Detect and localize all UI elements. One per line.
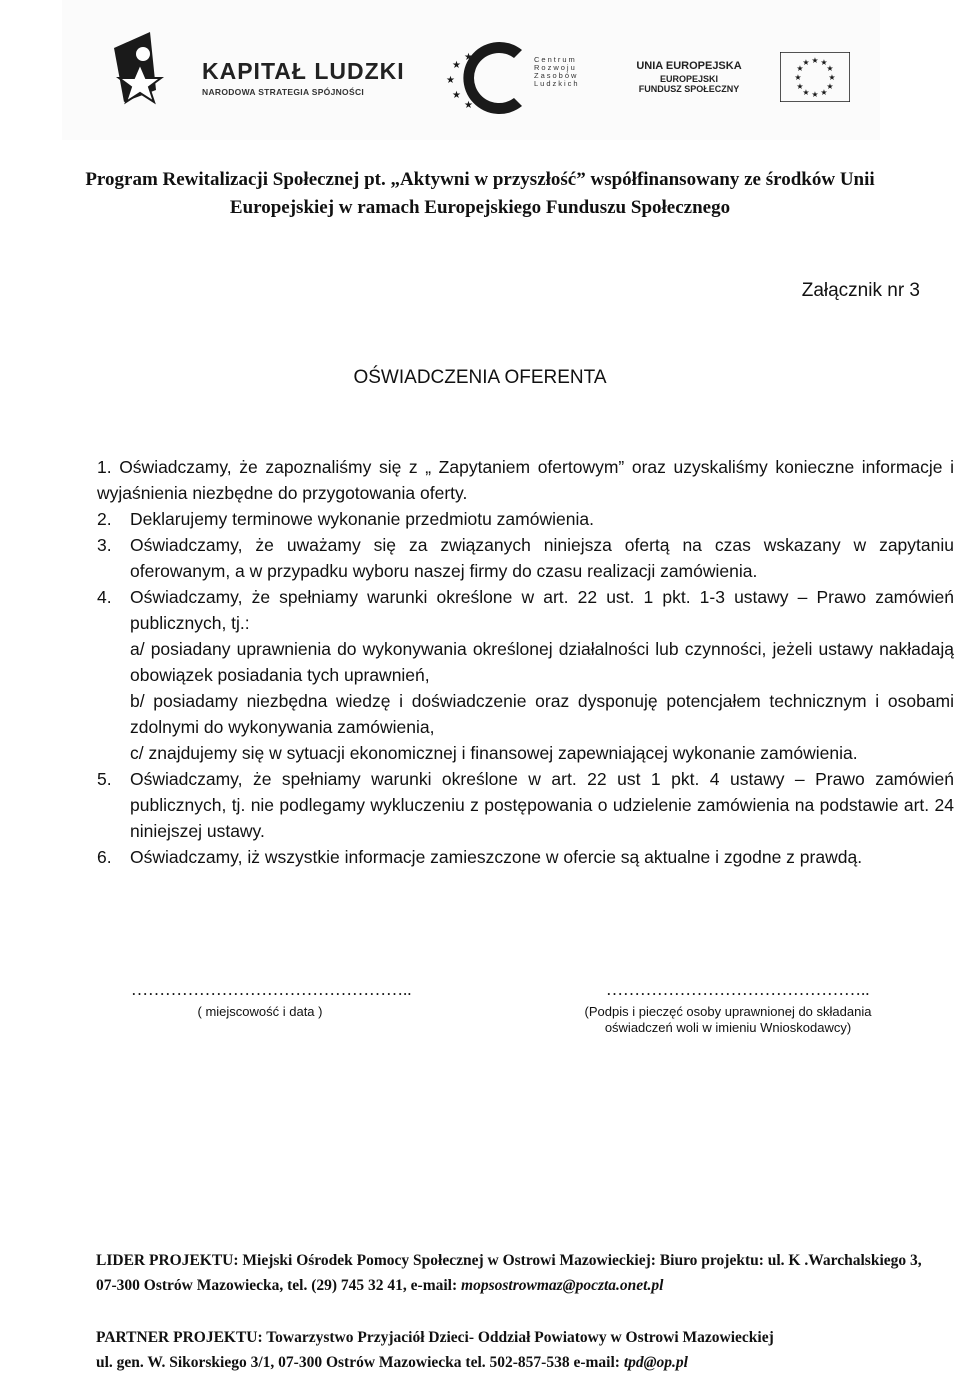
statement-3 — [97, 532, 954, 584]
partner-info — [96, 1325, 960, 1375]
svg-text:★: ★ — [820, 88, 828, 97]
svg-text:★: ★ — [796, 64, 804, 73]
lider-email[interactable]: mopsostrowmaz@poczta.onet.pl — [461, 1277, 664, 1294]
statement-3-text: Oświadczamy, że uważamy się za związanych niniejsza ofertą na czas wskazany w zapytaniu oferowanym, a w przypadku wyboru naszej firmy do czasu realizacji zamówienia. — [130, 535, 954, 581]
svg-text:★: ★ — [802, 88, 810, 97]
program-header-line-2: Europejskiej w ramach Europejskiego Funduszu Społecznego — [229, 197, 731, 218]
ue-text — [628, 60, 750, 94]
lider-line-2 — [96, 1273, 960, 1298]
eu-flag-icon — [780, 52, 850, 102]
svg-text:★: ★ — [811, 90, 819, 99]
partner-address: ul. gen. W. Sikorskiego 3/1, 07-300 Ostrów Mazowiecka tel. 502-857-538 e-mail: — [96, 1354, 624, 1371]
statement-2-number: 2. — [97, 509, 112, 529]
statement-2 — [97, 506, 954, 532]
statement-4c: c/ znajdujemy się w sytuacji ekonomicznej i finansowej zapewniającej wykonanie zamówienia. — [130, 743, 858, 763]
crzl-logo-icon — [444, 38, 534, 118]
partner-email[interactable]: tpd@op.pl — [623, 1354, 688, 1371]
lider-line-1: LIDER PROJEKTU: Miejski Ośrodek Pomocy Społecznej w Ostrowi Mazowieckiej: Biuro projektu: ul. K .Warchalskiego 3, — [96, 1252, 922, 1269]
ue-line-1: UNIA EUROPEJSKA — [636, 60, 742, 72]
svg-text:★: ★ — [464, 52, 473, 63]
signature-caption-line-1: (Podpis i pieczęć osoby uprawnionej do składania — [584, 1004, 872, 1019]
statement-6-text: Oświadczamy, iż wszystkie informacje zamieszczone w ofercie są aktualne i zgodne z prawdą. — [130, 847, 863, 867]
signature-caption — [548, 1004, 908, 1036]
svg-text:★: ★ — [452, 90, 461, 101]
partner-line-1: PARTNER PROJEKTU: Towarzystwo Przyjaciół Dzieci- Oddział Powiatowy w Ostrowi Mazowieckiej — [96, 1329, 774, 1346]
statement-5-number: 5. — [97, 769, 112, 789]
statements-list — [97, 454, 954, 870]
crzl-line-1: Centrum — [534, 55, 577, 64]
svg-text:★: ★ — [796, 82, 804, 91]
annex-label: Załącznik nr 3 — [801, 280, 920, 301]
statement-6 — [97, 844, 954, 870]
statement-6-number: 6. — [97, 847, 112, 867]
place-date-caption: ( miejscowość i data ) — [197, 1004, 323, 1019]
statement-4-text: Oświadczamy, że spełniamy warunki określone w art. 22 ust. 1 pkt. 1-3 ustawy – Prawo zamówień publicznych, tj.: — [130, 587, 954, 633]
svg-text:★: ★ — [811, 56, 819, 65]
signature-line: ……………………………………….. — [606, 980, 870, 999]
statement-2-text: Deklarujemy terminowe wykonanie przedmiotu zamówienia. — [130, 509, 594, 529]
svg-text:★: ★ — [794, 73, 802, 82]
lider-address: 07-300 Ostrów Mazowiecka, tel. (29) 745 32 41, e-mail: — [96, 1277, 462, 1294]
svg-text:★: ★ — [802, 58, 810, 67]
kapital-title: KAPITAŁ LUDZKI — [202, 58, 405, 84]
svg-text:★: ★ — [826, 64, 834, 73]
program-header — [0, 166, 960, 222]
statement-5 — [97, 766, 954, 844]
svg-text:★: ★ — [820, 58, 828, 67]
lider-info — [96, 1248, 960, 1298]
svg-text:★: ★ — [828, 73, 836, 82]
svg-text:★: ★ — [464, 100, 473, 111]
crzl-text — [534, 56, 580, 88]
crzl-line-3: Zasobów — [534, 71, 579, 80]
signature-caption-line-2: oświadczeń woli w imieniu Wnioskodawcy) — [604, 1020, 852, 1035]
statement-5-text: Oświadczamy, że spełniamy warunki określone w art. 22 ust 1 pkt. 4 ustawy – Prawo zamówień publicznych, tj. nie podlegamy wykluczeniu z postępowania o udzielenie zamówienia na podstawie art. 24 niniejszej ustawy. — [130, 769, 954, 841]
ue-line-2: EUROPEJSKI — [659, 74, 719, 84]
crzl-line-2: Rozwoju — [534, 63, 577, 72]
statement-3-number: 3. — [97, 535, 112, 555]
document-title: OŚWIADCZENIA OFERENTA — [353, 367, 607, 388]
statement-4-number: 4. — [97, 587, 112, 607]
statement-4 — [97, 584, 954, 766]
svg-text:★: ★ — [452, 60, 461, 71]
statement-4a: a/ posiadany uprawnienia do wykonywania określonej działalności lub czynności, jeżeli ustawy nakładają obowiązek posiadania tych uprawnień, — [130, 639, 954, 685]
svg-text:★: ★ — [826, 82, 834, 91]
program-header-line-1: Program Rewitalizacji Społecznej pt. „Aktywni w przyszłość” współfinansowany ze środków Unii — [85, 169, 875, 190]
kapital-subtitle: NARODOWA STRATEGIA SPÓJNOŚCI — [202, 87, 365, 97]
svg-text:★: ★ — [446, 75, 455, 86]
place-date-line: ………………………………………….. — [131, 980, 412, 999]
partner-line-2 — [96, 1350, 960, 1375]
crzl-line-4: Ludzkich — [534, 79, 580, 88]
ue-line-3: FUNDUSZ SPOŁECZNY — [638, 84, 740, 94]
kapital-ludzki-text — [202, 58, 405, 97]
logo-band — [62, 0, 880, 140]
statement-4b: b/ posiadamy niezbędna wiedzę i doświadczenie oraz dysponuję potencjałem technicznym i osobami zdolnymi do wykonywania zamówienia, — [130, 691, 954, 737]
statement-1: 1. Oświadczamy, że zapoznaliśmy się z „ Zapytaniem ofertowym” oraz uzyskaliśmy konieczne informacje i wyjaśnienia niezbędne do przygotowania oferty. — [97, 457, 954, 503]
kapital-ludzki-logo-icon — [110, 30, 200, 110]
